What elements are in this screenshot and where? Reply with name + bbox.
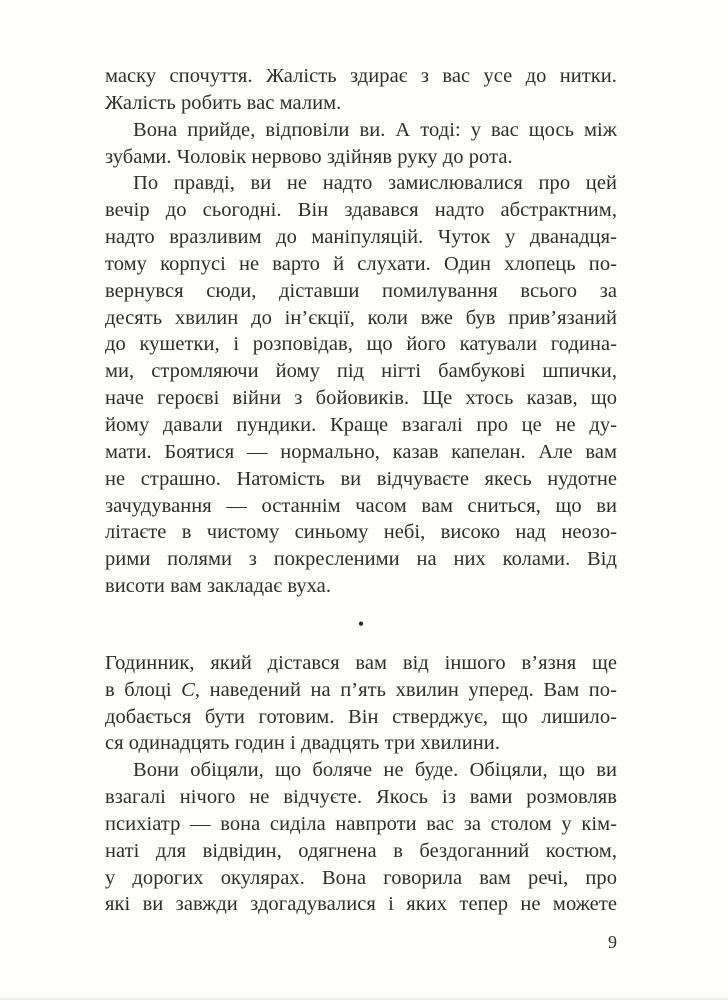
text-line: до кушетки, і розповідав, що його катували година- [105, 333, 617, 356]
italic-letter: C [181, 678, 195, 701]
text-segment: в блоці [105, 678, 182, 701]
text-line: наче героєві війни з бойовиків. Ще хтось казав, що [105, 387, 617, 410]
paragraph [105, 757, 617, 918]
paragraph [105, 63, 617, 117]
text-line: не страшно. Натомість ви відчуваєте якесь нудотне [105, 467, 617, 490]
text-line: десять хвилин до ін’єкції, коли вже був прив’язаний [105, 306, 617, 329]
text-line: які ви завжди здогадувалися і яких тепер не можете [105, 893, 617, 916]
section-divider-bullet: • [357, 613, 365, 634]
text-line: взагалі нічого не відчуєте. Якось із вами розмовляв [105, 786, 617, 809]
text-line: зачудування — останнім часом вам сниться, що ви [105, 494, 617, 517]
text-line: зубами. Чоловік нервово здійняв руку до рота. [105, 145, 513, 168]
text-line: психіатр — вона сиділа навпроти вас за столом у кім- [105, 812, 617, 835]
text-line: вечір до сьогодні. Він здавався надто абстрактним, [105, 199, 617, 222]
text-line: ми, стромляючи йому під нігті бамбукові шпички, [105, 360, 617, 383]
text-line: тому корпусі не варто й слухати. Один хлопець по- [105, 252, 617, 275]
text-line: у дорогих окулярах. Вона говорила вам речі, про [105, 866, 617, 889]
text-line: добається бути готовим. Він стверджує, що лишило- [105, 705, 617, 728]
text-line: наті для відвідин, одягнена в бездоганний костюм, [105, 839, 617, 862]
text-line: Жалість робить вас малим. [105, 91, 342, 114]
paragraph [105, 650, 617, 757]
text-line: По правді, ви не надто замислювалися про цей [133, 172, 617, 195]
text-line: Вона прийде, відповіли ви. А тоді: у вас щось між [133, 118, 617, 141]
text-line: надто вразливим до маніпуляцій. Чуток у дванадця- [105, 226, 617, 249]
text-line: літаєте в чистому синьому небі, високо над неозо- [105, 521, 617, 544]
scan-bottom-edge [0, 996, 728, 1000]
text-line: вернувся сюди, діставши помилування всього за [105, 279, 617, 302]
text-segment: , наведений на п’ять хвилин уперед. Вам по- [194, 678, 617, 701]
text-line: йому давали пундики. Краще взагалі про це не ду- [105, 413, 617, 436]
paragraph [105, 117, 617, 171]
text-line: висоти вам закладає вуха. [105, 575, 332, 598]
text-line: мати. Боятися — нормально, казав капелан. Але вам [105, 440, 617, 463]
text-line [105, 677, 617, 704]
text-line: Вони обіцяли, що боляче не буде. Обіцяли, що ви [133, 759, 617, 782]
page-text [105, 63, 617, 918]
paragraph [105, 170, 617, 600]
text-line: рими полями з покресленими на них колами. Від [105, 548, 617, 571]
text-line: ся одинадцять годин і двадцять три хвилини. [105, 732, 500, 755]
page-number: 9 [608, 932, 617, 952]
text-line: маску спочуття. Жалість здирає з вас усе до нитки. [105, 65, 617, 87]
text-line: Годинник, який дістався вам від іншого в’язня ще [105, 651, 617, 674]
